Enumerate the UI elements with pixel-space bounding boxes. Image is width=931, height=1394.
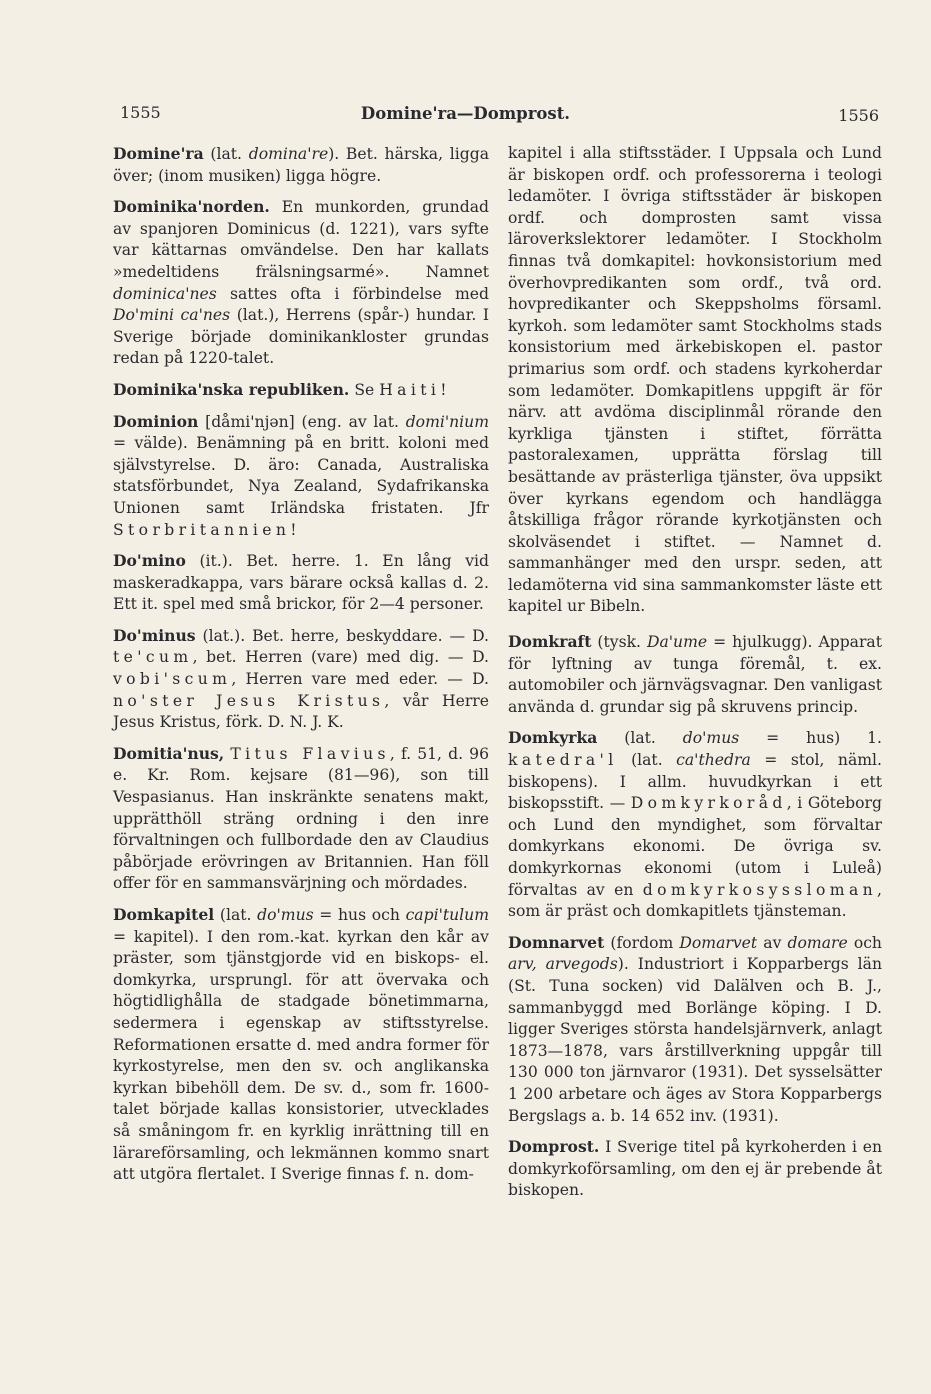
entry-italic: domare bbox=[787, 933, 848, 952]
entry-italic: ca'thedra bbox=[676, 751, 751, 770]
entry-text: (lat. bbox=[597, 729, 683, 748]
entry-text: och bbox=[847, 933, 882, 952]
spaced-term: Domkyrkoråd bbox=[630, 794, 787, 813]
entry-domkyrka bbox=[508, 727, 882, 922]
headword: Domprost. bbox=[508, 1137, 600, 1157]
spaced-term: te'cum bbox=[113, 648, 193, 667]
entry-italic: arv, arvegods bbox=[508, 955, 618, 974]
entry-dominikanorden bbox=[113, 196, 489, 370]
headword: Domkraft bbox=[508, 632, 592, 652]
entry-text: = hjulkugg). Apparat för lyftning av tunga föremål, t. ex. automobiler och järnvägsvagnar. Den vanligast använda d. grundar sig på skruvens princip. bbox=[508, 633, 882, 716]
entry-text: = stol, näml. biskopens). I allm. huvudkyrkan i ett biskopsstift. — bbox=[508, 751, 882, 813]
entry-text: (lat.). Bet. herre, beskyddare. — D. bbox=[195, 626, 489, 645]
headword: Do'minus bbox=[113, 625, 196, 645]
entry-domino bbox=[113, 550, 489, 616]
entry-domitianus bbox=[113, 743, 489, 895]
running-title: Domine'ra—Domprost. bbox=[360, 104, 571, 123]
entry-text: , Herren vare med eder. — D. bbox=[231, 670, 489, 689]
entry-text: ! bbox=[290, 520, 297, 539]
entry-text: Se bbox=[349, 380, 380, 399]
headword: Domkapitel bbox=[113, 905, 215, 924]
spaced-term: katedra'l bbox=[508, 751, 618, 770]
entry-italic: Do'mini ca'nes bbox=[113, 306, 231, 325]
entry-dominera bbox=[113, 143, 489, 187]
entry-text: av bbox=[757, 933, 788, 952]
cross-reference: Haiti bbox=[379, 380, 441, 399]
entry-text: = hus) 1. bbox=[739, 729, 882, 748]
headword: Domkyrka bbox=[508, 728, 598, 748]
entry-text: ). Bet. härska, ligga över; (inom musiken) ligga högre. bbox=[113, 145, 489, 185]
entry-text: I Sverige titel på kyrkoherden i en domkyrkoförsamling, om den ej är prebende åt biskopen. bbox=[508, 1138, 882, 1200]
spaced-term: Titus Flavius bbox=[230, 744, 390, 763]
entry-italic: do'mus bbox=[257, 906, 314, 924]
entry-text: ). Industriort i Kopparbergs län (St. Tuna socken) vid Dalälven och B. J., sammanbyggd med Borlänge köping. I D. ligger Sveriges största handelsjärnverk, anlagt 1873—1878, vars årstillverkning uppgår till 130 000 ton järnvaror (1931). Det sysselsätter 1 200 arbetare och äges av Stora Kopparbergs Bergslags a. b. 14 652 inv. (1931). bbox=[508, 955, 882, 1125]
entry-domprost bbox=[508, 1136, 882, 1202]
entry-italic: do'mus bbox=[682, 729, 740, 748]
headword: Dominion bbox=[113, 411, 199, 431]
headword: Dominika'norden. bbox=[113, 197, 270, 217]
entry-italic: domi'nium bbox=[405, 412, 489, 431]
entry-text: En munkorden, grundad av spanjoren Dominicus (d. 1221), vars syfte var kättarnas omvändelse. Den har kallats »medeltidens frälsningsarmé». Namnet bbox=[113, 198, 489, 281]
entry-text: , bet. Herren (vare) med dig. — D. bbox=[192, 648, 489, 667]
entry-text: (lat. bbox=[617, 751, 677, 770]
spaced-term: domkyrkosyssloman bbox=[642, 880, 878, 899]
entry-text: (lat. bbox=[203, 145, 249, 163]
entry-italic: capi'tulum bbox=[405, 906, 489, 924]
entry-domkraft bbox=[508, 631, 882, 718]
entry-text: sattes ofta i förbindelse med bbox=[216, 284, 489, 303]
entry-italic: Domarvet bbox=[679, 933, 758, 952]
entry-domkapitel bbox=[113, 904, 489, 1186]
spaced-term: no'ster Jesus Kristus bbox=[113, 691, 385, 710]
right-column bbox=[508, 143, 882, 1211]
page-number-left: 1555 bbox=[120, 103, 161, 122]
entry-text: (lat.), Herrens (spår-) hundar. I Sverige började dominikankloster grundas redan på 1220-talet. bbox=[113, 306, 489, 368]
headword: Domnarvet bbox=[508, 932, 605, 952]
entry-text: , som är präst och domkapitlets tjänsteman. bbox=[508, 880, 882, 921]
entry-text: ! bbox=[440, 380, 447, 399]
entry-domkapitel-continued: kapitel i alla stiftsstäder. I Uppsala och Lund är biskopen ordf. och professorerna i teologi ledamöter. I övriga stiftsstäder är biskopen ordf. och domprosten samt vissa läroverkslektorer ledamöter. I Stockholm finnas två domkapitel: hovkonsistorium med överhovpredikanten som ordf., två ord. hovpredikanter och Skeppsholms församl. kyrkoh. som ledamöter samt Stockholms stads konsistorium med ärkebiskopen el. pastor primarius som ordf. och stadens kyrkoherdar som ledamöter. Domkapitlens uppgift är för närv. att avdöma disciplinmål rörande den kyrkliga tjänsten i stiftet, förrätta pastoralexamen, upprätta förslag till besättande av prästerliga tjänster, öva uppsikt över kyrkans egendom och handlägga åtskilliga frågor rörande kyrkotjänsten och skolväsendet i stiftet. — Namnet d. sammanhänger med den urspr. seden, att ledamöterna vid sina sammankomster läste ett kapitel ur Bibeln. bbox=[508, 144, 882, 616]
entry-italic: domina're bbox=[248, 145, 329, 163]
entry-text: , f. 51, d. 96 e. Kr. Rom. kejsare (81—96), son till Vespasianus. Han inskränkte senatens makt, upprätthöll sträng ordning i den inre förvaltningen och fullbordade den av Claudius påbörjade erövringen av Britannien. Han föll offer för en sammansvärjning och mördades. bbox=[113, 744, 489, 893]
entry-text: (tysk. bbox=[591, 633, 647, 652]
entry-text: = välde). Benämning på en britt. koloni med självstyrelse. D. äro: Canada, Australiska statsförbundet, Nya Zealand, Sydafrikanska Unionen samt Irländska fristaten. Jfr bbox=[113, 434, 489, 517]
entry-dominus bbox=[113, 625, 489, 734]
entry-text: , vår Herre Jesus Kristus, förk. D. N. J. K. bbox=[113, 691, 489, 732]
page-number-right: 1556 bbox=[838, 106, 879, 125]
page-header bbox=[0, 103, 931, 133]
entry-text: , i Göteborg och Lund den myndighet, som förvaltar domkyrkans ekonomi. De övriga sv. domkyrkornas ekonomi (utom i Luleå) förvaltas av en bbox=[508, 794, 882, 899]
entry-text: (it.). Bet. herre. 1. En lång vid maskeradkappa, vars bärare också kallas d. 2. Ett it. spel med små brickor, för 2—4 personer. bbox=[113, 552, 489, 614]
entry-italic: Da'ume bbox=[646, 633, 708, 652]
entry-domnarvet bbox=[508, 932, 882, 1127]
entry-text: [dåmi'njən] (eng. av lat. bbox=[198, 412, 406, 431]
headword: Dominika'nska republiken. bbox=[113, 379, 350, 399]
entry-italic: dominica'nes bbox=[113, 284, 217, 303]
entry-text: (fordom bbox=[604, 933, 680, 952]
entry-dominikanska-republiken bbox=[113, 379, 489, 402]
headword: Domitia'nus, bbox=[113, 743, 225, 763]
headword: Do'mino bbox=[113, 551, 186, 571]
entry-text: = hus och bbox=[313, 906, 406, 924]
cross-reference: Storbritannien bbox=[113, 520, 291, 539]
left-column bbox=[113, 143, 489, 1195]
entry-dominion bbox=[113, 411, 489, 542]
entry-text: = kapitel). I den rom.-kat. kyrkan den kår av präster, som tjänstgjorde vid en biskops- el. domkyrka, ursprungl. för att övervaka och högtidlighålla de stadgade bönetimmarna, sedermera i egenskap av stiftsstyrelse. Reformationen ersatte d. med andra former för kyrkostyrelse, men den sv. och anglikanska kyrkan bibehöll dem. De sv. d., som fr. 1600-talet började kallas konsistorier, utvecklades så småningom fr. en kyrklig inrättning till en lärareförsamling, och lekmännen kommo snart att utgöra flertalet. I Sverige finnas f. n. dom- bbox=[113, 927, 489, 1184]
spaced-term: vobi'scum bbox=[113, 670, 232, 689]
entry-text: (lat. bbox=[214, 906, 258, 924]
headword: Domine'ra bbox=[113, 144, 204, 163]
